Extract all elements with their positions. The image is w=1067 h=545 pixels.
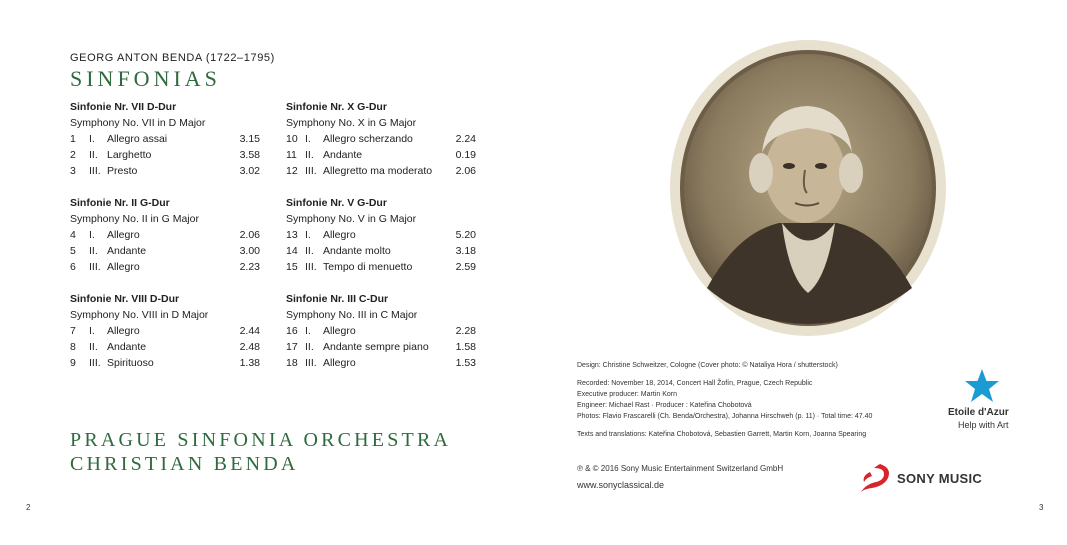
- album-title: SINFONIAS: [70, 66, 221, 91]
- movement-name: Allegretto ma moderato: [323, 165, 433, 177]
- track-number: 7: [70, 325, 76, 337]
- track-duration: 2.44: [239, 325, 260, 337]
- movement-number: I.: [89, 133, 95, 145]
- track-number: 15: [286, 261, 298, 273]
- track-number: 9: [70, 357, 76, 369]
- movement-name: Andante molto: [323, 245, 391, 257]
- track-duration: 5.20: [455, 229, 476, 241]
- movement-number: III.: [305, 165, 317, 177]
- track-duration: 2.23: [239, 261, 260, 273]
- symphony-block: [286, 195, 476, 291]
- movement-name: Andante sempre piano: [323, 341, 429, 353]
- track-number: 10: [286, 133, 298, 145]
- track-number: 13: [286, 229, 298, 241]
- symphony-block: [70, 291, 260, 387]
- conductor-name: CHRISTIAN BENDA: [70, 453, 299, 475]
- movement-number: III.: [89, 165, 101, 177]
- track-row: [70, 323, 260, 339]
- movement-number: III.: [305, 261, 317, 273]
- track-number: 16: [286, 325, 298, 337]
- track-row: [286, 147, 476, 163]
- track-duration: 3.15: [239, 133, 260, 145]
- movement-name: Spirituoso: [107, 357, 154, 369]
- movement-name: Tempo di menuetto: [323, 261, 413, 273]
- track-row: [286, 163, 476, 179]
- movement-name: Allegro: [323, 325, 356, 337]
- credit-recorded: Recorded: November 18, 2014, Concert Hall Žofín, Prague, Czech Republic: [577, 380, 813, 387]
- track-number: 5: [70, 245, 76, 257]
- track-row: [70, 243, 260, 259]
- track-number: 14: [286, 245, 298, 257]
- track-number: 18: [286, 357, 298, 369]
- movement-name: Andante: [323, 149, 363, 161]
- track-duration: 2.06: [239, 229, 260, 241]
- track-row: [70, 339, 260, 355]
- movement-number: II.: [89, 341, 98, 353]
- track-number: 3: [70, 165, 76, 177]
- track-duration: 2.24: [455, 133, 476, 145]
- track-row: [286, 243, 476, 259]
- movement-name: Allegro: [107, 261, 140, 273]
- credit-engineer: Engineer: Michael Rast · Producer : Kateřina Chobotová: [577, 402, 752, 409]
- track-row: [286, 259, 476, 275]
- track-row: [286, 355, 476, 371]
- track-row: [286, 131, 476, 147]
- page-number-left: 2: [26, 503, 31, 512]
- track-number: 1: [70, 133, 76, 145]
- movement-number: II.: [89, 149, 98, 161]
- track-row: [70, 259, 260, 275]
- tracklist-column-2: [286, 99, 476, 387]
- movement-name: Larghetto: [107, 149, 152, 161]
- sony-music-logo-text: SONY MUSIC: [897, 471, 983, 486]
- movement-name: Presto: [107, 165, 138, 177]
- symphony-subheading: Symphony No. III in C Major: [286, 309, 418, 321]
- symphony-heading: Sinfonie Nr. X G-Dur: [286, 101, 387, 113]
- symphony-block: [70, 195, 260, 291]
- star-icon: [964, 368, 1000, 409]
- movement-name: Allegro: [323, 229, 356, 241]
- movement-number: III.: [89, 261, 101, 273]
- page-number-right: 3: [1039, 503, 1044, 512]
- track-number: 17: [286, 341, 298, 353]
- track-duration: 3.00: [239, 245, 260, 257]
- symphony-block: [70, 99, 260, 195]
- track-duration: 2.06: [455, 165, 476, 177]
- track-number: 12: [286, 165, 298, 177]
- track-row: [70, 147, 260, 163]
- movement-name: Allegro: [107, 229, 140, 241]
- movement-number: II.: [89, 245, 98, 257]
- movement-name: Allegro scherzando: [323, 133, 413, 145]
- symphony-heading: Sinfonie Nr. VIII D-Dur: [70, 293, 180, 305]
- track-duration: 1.53: [455, 357, 476, 369]
- symphony-block: [286, 291, 476, 387]
- track-duration: 3.18: [455, 245, 476, 257]
- track-duration: 2.48: [239, 341, 260, 353]
- movement-number: I.: [89, 325, 95, 337]
- symphony-heading: Sinfonie Nr. V G-Dur: [286, 197, 387, 209]
- track-duration: 3.58: [239, 149, 260, 161]
- movement-number: I.: [305, 229, 311, 241]
- track-row: [70, 355, 260, 371]
- movement-name: Allegro: [107, 325, 140, 337]
- symphony-heading: Sinfonie Nr. II G-Dur: [70, 197, 170, 209]
- movement-number: III.: [89, 357, 101, 369]
- performers: [70, 428, 451, 476]
- track-duration: 2.59: [455, 261, 476, 273]
- symphony-block: [286, 99, 476, 195]
- etoile-logo-name: Etoile d'Azur: [948, 407, 1009, 418]
- track-number: 4: [70, 229, 76, 241]
- track-duration: 1.38: [239, 357, 260, 369]
- website-link[interactable]: www.sonyclassical.de: [577, 480, 665, 490]
- track-duration: 1.58: [455, 341, 476, 353]
- track-row: [70, 163, 260, 179]
- movement-number: II.: [305, 245, 314, 257]
- track-row: [286, 227, 476, 243]
- movement-name: Allegro: [323, 357, 356, 369]
- movement-name: Allegro assai: [107, 133, 168, 145]
- credit-photos: Photos: Flavio Frascarelli (Ch. Benda/Orchestra), Johanna Hirschweh (p. 11) · Total time: 47.40: [577, 413, 873, 420]
- movement-number: II.: [305, 149, 314, 161]
- credit-executive: Executive producer: Martin Korn: [577, 391, 677, 398]
- movement-number: II.: [305, 341, 314, 353]
- credit-design: Design: Christine Schweitzer, Cologne (Cover photo: © Nataliya Hora / shutterstock): [577, 362, 838, 369]
- symphony-heading: Sinfonie Nr. III C-Dur: [286, 293, 389, 305]
- symphony-heading: Sinfonie Nr. VII D-Dur: [70, 101, 177, 113]
- movement-number: III.: [305, 357, 317, 369]
- composer-heading: GEORG ANTON BENDA (1722–1795): [70, 52, 275, 64]
- movement-name: Andante: [107, 341, 147, 353]
- sony-music-mark-icon: [858, 462, 894, 499]
- track-row: [286, 339, 476, 355]
- symphony-subheading: Symphony No. VII in D Major: [70, 117, 206, 129]
- credit-texts: Texts and translations: Kateřina Chobotová, Sebastien Garrett, Martin Korn, Joanna Spearing: [577, 431, 867, 438]
- track-number: 6: [70, 261, 76, 273]
- copyright-line: ℗ & © 2016 Sony Music Entertainment Switzerland GmbH: [577, 464, 784, 473]
- track-duration: 2.28: [455, 325, 476, 337]
- composer-portrait: [667, 38, 949, 338]
- orchestra-name: PRAGUE SINFONIA ORCHESTRA: [70, 429, 452, 451]
- track-number: 8: [70, 341, 76, 353]
- symphony-subheading: Symphony No. V in G Major: [286, 213, 417, 225]
- symphony-subheading: Symphony No. X in G Major: [286, 117, 417, 129]
- track-row: [70, 131, 260, 147]
- movement-number: I.: [305, 133, 311, 145]
- movement-name: Andante: [107, 245, 147, 257]
- movement-number: I.: [89, 229, 95, 241]
- etoile-logo-tagline: Help with Art: [958, 420, 1009, 430]
- track-row: [70, 227, 260, 243]
- tracklist-column-1: [70, 99, 260, 387]
- track-number: 11: [286, 149, 297, 161]
- track-duration: 3.02: [239, 165, 260, 177]
- symphony-subheading: Symphony No. VIII in D Major: [70, 309, 209, 321]
- track-duration: 0.19: [455, 149, 476, 161]
- track-number: 2: [70, 149, 76, 161]
- movement-number: I.: [305, 325, 311, 337]
- symphony-subheading: Symphony No. II in G Major: [70, 213, 199, 225]
- track-row: [286, 323, 476, 339]
